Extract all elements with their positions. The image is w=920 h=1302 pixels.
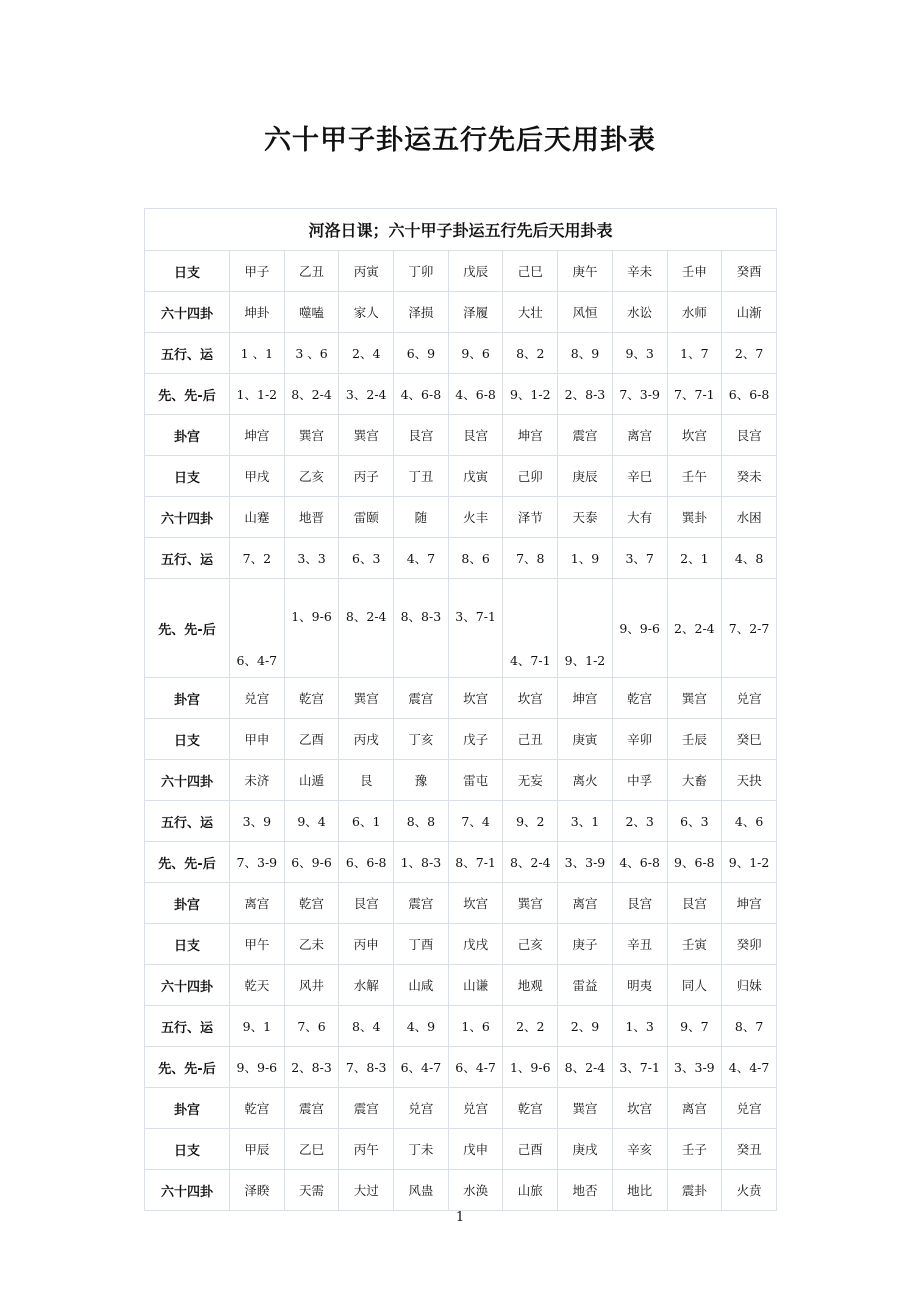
- row-label: 六十四卦: [145, 965, 230, 1006]
- table-cell: 7、3-9: [612, 374, 667, 415]
- table-cell: 坎宫: [448, 883, 503, 924]
- table-cell: 归妹: [722, 965, 777, 1006]
- table-cell: 壬申: [667, 251, 722, 292]
- table-cell: 丙寅: [339, 251, 394, 292]
- table-cell: 9、9-6: [230, 1047, 285, 1088]
- table-cell: 艮: [339, 760, 394, 801]
- table-cell: 水讼: [612, 292, 667, 333]
- row-label: 先、先-后: [145, 842, 230, 883]
- table-cell: 4、6-8: [612, 842, 667, 883]
- table-cell: 9、3: [612, 333, 667, 374]
- row-label: 先、先-后: [145, 579, 230, 678]
- table-cell: 乾天: [230, 965, 285, 1006]
- table-cell: 7、3-9: [230, 842, 285, 883]
- table-row: [145, 1006, 777, 1047]
- table-cell: 泽履: [448, 292, 503, 333]
- table-cell: 2、8-3: [284, 1047, 339, 1088]
- table-cell: 雷益: [558, 965, 613, 1006]
- table-cell: 巽宫: [503, 883, 558, 924]
- table-cell: 地否: [558, 1170, 613, 1211]
- table-cell: 7、8-3: [339, 1047, 394, 1088]
- table-cell: 6、9: [394, 333, 449, 374]
- table-cell: 戊戌: [448, 924, 503, 965]
- table-cell: 丁酉: [394, 924, 449, 965]
- table-cell: 己酉: [503, 1129, 558, 1170]
- row-label: 六十四卦: [145, 1170, 230, 1211]
- table-cell: 大畜: [667, 760, 722, 801]
- table-cell: 水解: [339, 965, 394, 1006]
- table-header-row: [145, 209, 777, 251]
- table-cell: 3、7-1: [448, 579, 503, 678]
- table-cell: 癸未: [722, 456, 777, 497]
- table-cell: 兑宫: [722, 678, 777, 719]
- table-cell: 甲午: [230, 924, 285, 965]
- table-cell: 3、3-9: [667, 1047, 722, 1088]
- table-cell: 4、7-1: [503, 579, 558, 678]
- table-cell: 甲辰: [230, 1129, 285, 1170]
- table-cell: 风恒: [558, 292, 613, 333]
- table-cell: 壬辰: [667, 719, 722, 760]
- table-cell: 甲子: [230, 251, 285, 292]
- table-cell: 乾宫: [284, 678, 339, 719]
- table-cell: 1、9: [558, 538, 613, 579]
- page-number: 1: [455, 1210, 465, 1225]
- table-cell: 震卦: [667, 1170, 722, 1211]
- table-cell: 4、4-7: [722, 1047, 777, 1088]
- table-row: [145, 292, 777, 333]
- table-cell: 4、6-8: [448, 374, 503, 415]
- table-row: [145, 415, 777, 456]
- table-cell: 巽宫: [339, 678, 394, 719]
- table-cell: 离宫: [230, 883, 285, 924]
- table-cell: 地晋: [284, 497, 339, 538]
- table-cell: 噬嗑: [284, 292, 339, 333]
- table-cell: 9、9-6: [612, 579, 667, 678]
- table-cell: 2、8-3: [558, 374, 613, 415]
- table-cell: 癸酉: [722, 251, 777, 292]
- table-cell: 地比: [612, 1170, 667, 1211]
- row-label: 五行、运: [145, 538, 230, 579]
- table-cell: 壬午: [667, 456, 722, 497]
- table-cell: 震宫: [394, 883, 449, 924]
- table-cell: 1、6: [448, 1006, 503, 1047]
- table-cell: 坤宫: [230, 415, 285, 456]
- table-cell: 6、9-6: [284, 842, 339, 883]
- table-cell: 地观: [503, 965, 558, 1006]
- table-cell: 8、8: [394, 801, 449, 842]
- table-cell: 甲申: [230, 719, 285, 760]
- table-cell: 4、8: [722, 538, 777, 579]
- table-cell: 8、2-4: [558, 1047, 613, 1088]
- table-cell: 大有: [612, 497, 667, 538]
- table-cell: 9、2: [503, 801, 558, 842]
- table-row: [145, 538, 777, 579]
- table-cell: 兑宫: [394, 1088, 449, 1129]
- row-label: 日支: [145, 924, 230, 965]
- table-cell: 兑宫: [722, 1088, 777, 1129]
- row-label: 先、先-后: [145, 374, 230, 415]
- table-cell: 乙巳: [284, 1129, 339, 1170]
- table-cell: 1、1-2: [230, 374, 285, 415]
- table-cell: 8、6: [448, 538, 503, 579]
- table-cell: 6、4-7: [230, 579, 285, 678]
- table-cell: 4、6: [722, 801, 777, 842]
- table-cell: 同人: [667, 965, 722, 1006]
- row-label: 六十四卦: [145, 292, 230, 333]
- table-cell: 8、8-3: [394, 579, 449, 678]
- table-cell: 戊申: [448, 1129, 503, 1170]
- table-cell: 大壮: [503, 292, 558, 333]
- table-cell: 1、9-6: [284, 579, 339, 678]
- table-row: [145, 1088, 777, 1129]
- table-cell: 丙申: [339, 924, 394, 965]
- table-cell: 山谦: [448, 965, 503, 1006]
- table-cell: 2、9: [558, 1006, 613, 1047]
- table-cell: 坤宫: [722, 883, 777, 924]
- table-cell: 己丑: [503, 719, 558, 760]
- table-row: [145, 579, 777, 678]
- table-cell: 水涣: [448, 1170, 503, 1211]
- table-cell: 未济: [230, 760, 285, 801]
- table-cell: 山渐: [722, 292, 777, 333]
- table-cell: 癸丑: [722, 1129, 777, 1170]
- row-label: 五行、运: [145, 801, 230, 842]
- table-cell: 山蹇: [230, 497, 285, 538]
- table-cell: 辛未: [612, 251, 667, 292]
- table-cell: 山咸: [394, 965, 449, 1006]
- table-cell: 水困: [722, 497, 777, 538]
- table-row: [145, 719, 777, 760]
- table-cell: 4、6-8: [394, 374, 449, 415]
- table-cell: 癸卯: [722, 924, 777, 965]
- table-cell: 巽宫: [284, 415, 339, 456]
- table-cell: 7、2: [230, 538, 285, 579]
- table-cell: 天抉: [722, 760, 777, 801]
- table-cell: 6、6-8: [722, 374, 777, 415]
- table-cell: 乾宫: [503, 1088, 558, 1129]
- row-label: 日支: [145, 456, 230, 497]
- table-row: [145, 842, 777, 883]
- table-cell: 9、1-2: [722, 842, 777, 883]
- row-label: 日支: [145, 1129, 230, 1170]
- table-cell: 辛丑: [612, 924, 667, 965]
- table-cell: 2、2: [503, 1006, 558, 1047]
- table-cell: 乾宫: [230, 1088, 285, 1129]
- table-cell: 6、3: [667, 801, 722, 842]
- table-cell: 4、7: [394, 538, 449, 579]
- table-cell: 泽损: [394, 292, 449, 333]
- table-cell: 兑宫: [448, 1088, 503, 1129]
- row-label: 六十四卦: [145, 760, 230, 801]
- table-cell: 己卯: [503, 456, 558, 497]
- table-cell: 丁未: [394, 1129, 449, 1170]
- row-label: 六十四卦: [145, 497, 230, 538]
- table-cell: 8、2-4: [284, 374, 339, 415]
- table-cell: 艮宫: [339, 883, 394, 924]
- table-cell: 巽卦: [667, 497, 722, 538]
- table-cell: 2、7: [722, 333, 777, 374]
- table-row: [145, 333, 777, 374]
- table-cell: 水师: [667, 292, 722, 333]
- table-row: [145, 965, 777, 1006]
- table-cell: 震宫: [394, 678, 449, 719]
- table-cell: 3、7: [612, 538, 667, 579]
- table-cell: 艮宫: [394, 415, 449, 456]
- hexagram-table: [144, 208, 777, 1211]
- table-cell: 壬子: [667, 1129, 722, 1170]
- table-cell: 坤宫: [558, 678, 613, 719]
- table-cell: 巽宫: [558, 1088, 613, 1129]
- table-cell: 辛亥: [612, 1129, 667, 1170]
- table-cell: 3、1: [558, 801, 613, 842]
- table-cell: 无妄: [503, 760, 558, 801]
- table-cell: 丙戌: [339, 719, 394, 760]
- table-cell: 艮宫: [612, 883, 667, 924]
- table-cell: 天需: [284, 1170, 339, 1211]
- table-cell: 1、8-3: [394, 842, 449, 883]
- table-cell: 2、2-4: [667, 579, 722, 678]
- table-cell: 2、1: [667, 538, 722, 579]
- table-cell: 丁丑: [394, 456, 449, 497]
- table-cell: 1、7: [667, 333, 722, 374]
- table-cell: 火丰: [448, 497, 503, 538]
- table-cell: 6、3: [339, 538, 394, 579]
- table-row: [145, 1170, 777, 1211]
- table-cell: 6、4-7: [448, 1047, 503, 1088]
- document-title: 六十甲子卦运五行先后天用卦表: [264, 125, 656, 156]
- table-cell: 震宫: [558, 415, 613, 456]
- row-label: 卦宫: [145, 678, 230, 719]
- row-label: 卦宫: [145, 883, 230, 924]
- table-cell: 戊寅: [448, 456, 503, 497]
- table-cell: 7、8: [503, 538, 558, 579]
- table-cell: 庚午: [558, 251, 613, 292]
- table-cell: 泽睽: [230, 1170, 285, 1211]
- table-cell: 随: [394, 497, 449, 538]
- table-cell: 雷颐: [339, 497, 394, 538]
- table-cell: 雷屯: [448, 760, 503, 801]
- row-label: 五行、运: [145, 333, 230, 374]
- table-cell: 乙未: [284, 924, 339, 965]
- table-cell: 家人: [339, 292, 394, 333]
- table-cell: 8、7-1: [448, 842, 503, 883]
- table-cell: 庚戌: [558, 1129, 613, 1170]
- table-cell: 天泰: [558, 497, 613, 538]
- table-cell: 6、6-8: [339, 842, 394, 883]
- table-cell: 巽宫: [667, 678, 722, 719]
- table-row: [145, 251, 777, 292]
- table-cell: 乙酉: [284, 719, 339, 760]
- table-cell: 庚子: [558, 924, 613, 965]
- table-cell: 山遁: [284, 760, 339, 801]
- table-cell: 巽宫: [339, 415, 394, 456]
- table-cell: 8、2-4: [503, 842, 558, 883]
- table-cell: 甲戌: [230, 456, 285, 497]
- table-cell: 3 、6: [284, 333, 339, 374]
- table-cell: 癸巳: [722, 719, 777, 760]
- table-cell: 7、2-7: [722, 579, 777, 678]
- table-cell: 8、9: [558, 333, 613, 374]
- table-cell: 辛卯: [612, 719, 667, 760]
- table-cell: 7、7-1: [667, 374, 722, 415]
- row-label: 先、先-后: [145, 1047, 230, 1088]
- table-cell: 山旅: [503, 1170, 558, 1211]
- table-cell: 8、4: [339, 1006, 394, 1047]
- table-cell: 9、1-2: [503, 374, 558, 415]
- table-cell: 艮宫: [448, 415, 503, 456]
- table-cell: 6、1: [339, 801, 394, 842]
- table-cell: 艮宫: [722, 415, 777, 456]
- table-row: [145, 1129, 777, 1170]
- table-cell: 4、9: [394, 1006, 449, 1047]
- table-cell: 丙子: [339, 456, 394, 497]
- table-cell: 8、2-4: [339, 579, 394, 678]
- table-cell: 艮宫: [667, 883, 722, 924]
- table-cell: 丁亥: [394, 719, 449, 760]
- table-cell: 3、3: [284, 538, 339, 579]
- table-cell: 丙午: [339, 1129, 394, 1170]
- row-label: 日支: [145, 719, 230, 760]
- table-row: [145, 1047, 777, 1088]
- table-cell: 坎宫: [612, 1088, 667, 1129]
- table-cell: 9、6-8: [667, 842, 722, 883]
- table-cell: 9、4: [284, 801, 339, 842]
- table-cell: 8、7: [722, 1006, 777, 1047]
- table-cell: 3、2-4: [339, 374, 394, 415]
- table-cell: 9、6: [448, 333, 503, 374]
- table-cell: 坎宫: [448, 678, 503, 719]
- table-cell: 庚辰: [558, 456, 613, 497]
- table-cell: 乾宫: [284, 883, 339, 924]
- table-cell: 离宫: [558, 883, 613, 924]
- table-cell: 坎宫: [503, 678, 558, 719]
- table-cell: 1 、1: [230, 333, 285, 374]
- table-cell: 1、3: [612, 1006, 667, 1047]
- table-cell: 震宫: [339, 1088, 394, 1129]
- table-row: [145, 374, 777, 415]
- table-cell: 明夷: [612, 965, 667, 1006]
- table-cell: 风井: [284, 965, 339, 1006]
- table-row: [145, 678, 777, 719]
- table-cell: 中孚: [612, 760, 667, 801]
- table-cell: 乙丑: [284, 251, 339, 292]
- table-header: 河洛日课；六十甲子卦运五行先后天用卦表: [145, 209, 777, 251]
- table-cell: 离宫: [612, 415, 667, 456]
- table-row: [145, 924, 777, 965]
- table-row: [145, 456, 777, 497]
- table-cell: 戊子: [448, 719, 503, 760]
- row-label: 日支: [145, 251, 230, 292]
- table-cell: 离火: [558, 760, 613, 801]
- table-cell: 2、4: [339, 333, 394, 374]
- table-cell: 兑宫: [230, 678, 285, 719]
- table-cell: 坤卦: [230, 292, 285, 333]
- table-row: [145, 760, 777, 801]
- row-label: 五行、运: [145, 1006, 230, 1047]
- table-cell: 9、7: [667, 1006, 722, 1047]
- table-cell: 己巳: [503, 251, 558, 292]
- table-row: [145, 801, 777, 842]
- table-cell: 壬寅: [667, 924, 722, 965]
- table-cell: 3、3-9: [558, 842, 613, 883]
- table-cell: 7、4: [448, 801, 503, 842]
- table-cell: 坤宫: [503, 415, 558, 456]
- table-cell: 9、1: [230, 1006, 285, 1047]
- table-cell: 大过: [339, 1170, 394, 1211]
- table-cell: 风蛊: [394, 1170, 449, 1211]
- table-cell: 乾宫: [612, 678, 667, 719]
- table-cell: 7、6: [284, 1006, 339, 1047]
- table-cell: 1、9-6: [503, 1047, 558, 1088]
- table-cell: 豫: [394, 760, 449, 801]
- table-cell: 6、4-7: [394, 1047, 449, 1088]
- table-row: [145, 497, 777, 538]
- table-cell: 己亥: [503, 924, 558, 965]
- table-row: [145, 883, 777, 924]
- row-label: 卦宫: [145, 1088, 230, 1129]
- table-cell: 坎宫: [667, 415, 722, 456]
- table-cell: 震宫: [284, 1088, 339, 1129]
- table-cell: 辛巳: [612, 456, 667, 497]
- table-cell: 乙亥: [284, 456, 339, 497]
- table-cell: 3、7-1: [612, 1047, 667, 1088]
- table-cell: 庚寅: [558, 719, 613, 760]
- table-cell: 丁卯: [394, 251, 449, 292]
- table-body: [145, 209, 777, 1211]
- table-cell: 3、9: [230, 801, 285, 842]
- table-cell: 8、2: [503, 333, 558, 374]
- table-cell: 2、3: [612, 801, 667, 842]
- table-cell: 9、1-2: [558, 579, 613, 678]
- table-cell: 戊辰: [448, 251, 503, 292]
- table-cell: 泽节: [503, 497, 558, 538]
- table-cell: 离宫: [667, 1088, 722, 1129]
- row-label: 卦宫: [145, 415, 230, 456]
- table-cell: 火贲: [722, 1170, 777, 1211]
